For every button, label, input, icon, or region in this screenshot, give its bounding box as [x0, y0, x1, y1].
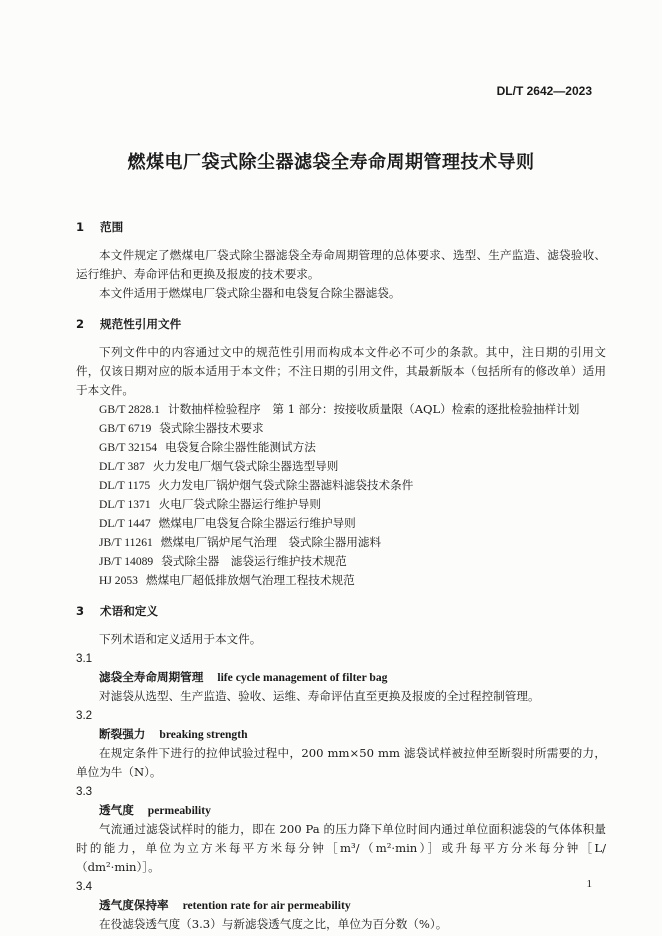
paragraph: 本文件规定了燃煤电厂袋式除尘器滤袋全寿命周期管理的总体要求、选型、生产监造、滤袋验收、运行维护、寿命评估和更换及报废的技术要求。 — [76, 248, 606, 281]
reference-item — [76, 419, 606, 438]
term-number: 3.1 — [76, 652, 93, 665]
reference-list — [76, 400, 606, 590]
reference-item — [76, 476, 606, 495]
term-entry — [76, 782, 606, 877]
reference-item — [76, 552, 606, 571]
term-zh: 滤袋全寿命周期管理 — [99, 670, 204, 684]
term-en: life cycle management of filter bag — [217, 671, 388, 684]
reference-code: GB/T 32154 — [99, 441, 158, 454]
term-zh: 透气度 — [99, 803, 134, 817]
reference-title: 燃煤电厂超低排放烟气治理工程技术规范 — [145, 573, 355, 587]
document-title: 燃煤电厂袋式除尘器滤袋全寿命周期管理技术导则 — [127, 152, 535, 173]
paragraph: 下列术语和定义适用于本文件。 — [99, 632, 262, 646]
reference-item — [76, 514, 606, 533]
reference-title: 火电厂袋式除尘器运行维护导则 — [158, 497, 321, 511]
term-heading — [76, 725, 606, 744]
term-number: 3.4 — [76, 880, 93, 893]
reference-code: DL/T 387 — [99, 460, 145, 473]
reference-item — [76, 457, 606, 476]
term-number: 3.3 — [76, 785, 93, 798]
reference-title: 燃煤电厂锅炉尾气治理 袋式除尘器用滤料 — [160, 535, 382, 549]
reference-code: DL/T 1371 — [99, 498, 151, 511]
term-entry — [76, 877, 606, 934]
reference-title: 火力发电厂锅炉烟气袋式除尘器滤料滤袋技术条件 — [158, 478, 414, 492]
page-number: 1 — [586, 878, 592, 890]
paragraph: 下列文件中的内容通过文中的规范性引用而构成本文件必不可少的条款。其中，注日期的引用文件，仅该日期对应的版本适用于本文件；不注日期的引用文件，其最新版本（包括所有的修改单）适用于本文件。 — [76, 345, 606, 397]
term-en: permeability — [147, 804, 211, 817]
section-number: 1 — [76, 220, 85, 234]
section-title: 规范性引用文件 — [100, 317, 182, 331]
standard-code: DL/T 2642—2023 — [496, 84, 592, 98]
reference-title: 火力发电厂烟气袋式除尘器选型导则 — [152, 459, 339, 473]
term-definition: 气流通过滤袋试样时的能力，即在 200 Pa 的压力降下单位时间内通过单位面积滤袋的气体体积量时的能力，单位为立方米每平方米每分钟［m³/（m²·min）］或升每平方分米每分钟［L/（dm²·min）］。 — [76, 822, 606, 874]
term-heading — [76, 896, 606, 915]
term-heading — [76, 668, 606, 687]
term-en: retention rate for air permeability — [182, 899, 351, 912]
reference-code: GB/T 2828.1 — [99, 403, 160, 416]
reference-item — [76, 438, 606, 457]
section-heading-terms-definitions — [76, 602, 606, 621]
section-number: 3 — [76, 604, 85, 618]
reference-item — [76, 400, 606, 419]
reference-title: 计数抽样检验程序 第 1 部分：按接收质量限（AQL）检索的逐批检验抽样计划 — [167, 402, 580, 416]
paragraph: 本文件适用于燃煤电厂袋式除尘器和电袋复合除尘器滤袋。 — [99, 286, 401, 300]
reference-title: 袋式除尘器 滤袋运行维护技术规范 — [161, 554, 347, 568]
document-body — [76, 218, 606, 934]
reference-code: HJ 2053 — [99, 574, 138, 587]
reference-code: JB/T 11261 — [99, 536, 153, 549]
section-title: 术语和定义 — [100, 604, 158, 618]
term-definition: 对滤袋从选型、生产监造、验收、运维、寿命评估直至更换及报废的全过程控制管理。 — [99, 689, 540, 703]
term-entry — [76, 706, 606, 782]
reference-code: DL/T 1175 — [99, 479, 151, 492]
term-definition: 在规定条件下进行的拉伸试验过程中，200 mm×50 mm 滤袋试样被拉伸至断裂时所需要的力，单位为牛（N）。 — [76, 746, 606, 779]
term-definition: 在役滤袋透气度（3.3）与新滤袋透气度之比，单位为百分数（%）。 — [99, 917, 448, 931]
section-title: 范围 — [100, 220, 124, 234]
reference-item — [76, 571, 606, 590]
reference-title: 电袋复合除尘器性能测试方法 — [165, 440, 316, 454]
term-number: 3.2 — [76, 709, 93, 722]
reference-item — [76, 495, 606, 514]
reference-title: 袋式除尘器技术要求 — [159, 421, 264, 435]
reference-code: JB/T 14089 — [99, 555, 154, 568]
section-heading-scope — [76, 218, 606, 237]
term-entry — [76, 649, 606, 706]
term-heading — [76, 801, 606, 820]
reference-title: 燃煤电厂电袋复合除尘器运行维护导则 — [158, 516, 356, 530]
reference-code: DL/T 1447 — [99, 517, 151, 530]
term-zh: 透气度保持率 — [99, 898, 169, 912]
term-zh: 断裂强力 — [99, 727, 146, 741]
reference-item — [76, 533, 606, 552]
section-number: 2 — [76, 317, 85, 331]
term-en: breaking strength — [159, 728, 248, 741]
reference-code: GB/T 6719 — [99, 422, 152, 435]
section-heading-normative-references — [76, 315, 606, 334]
